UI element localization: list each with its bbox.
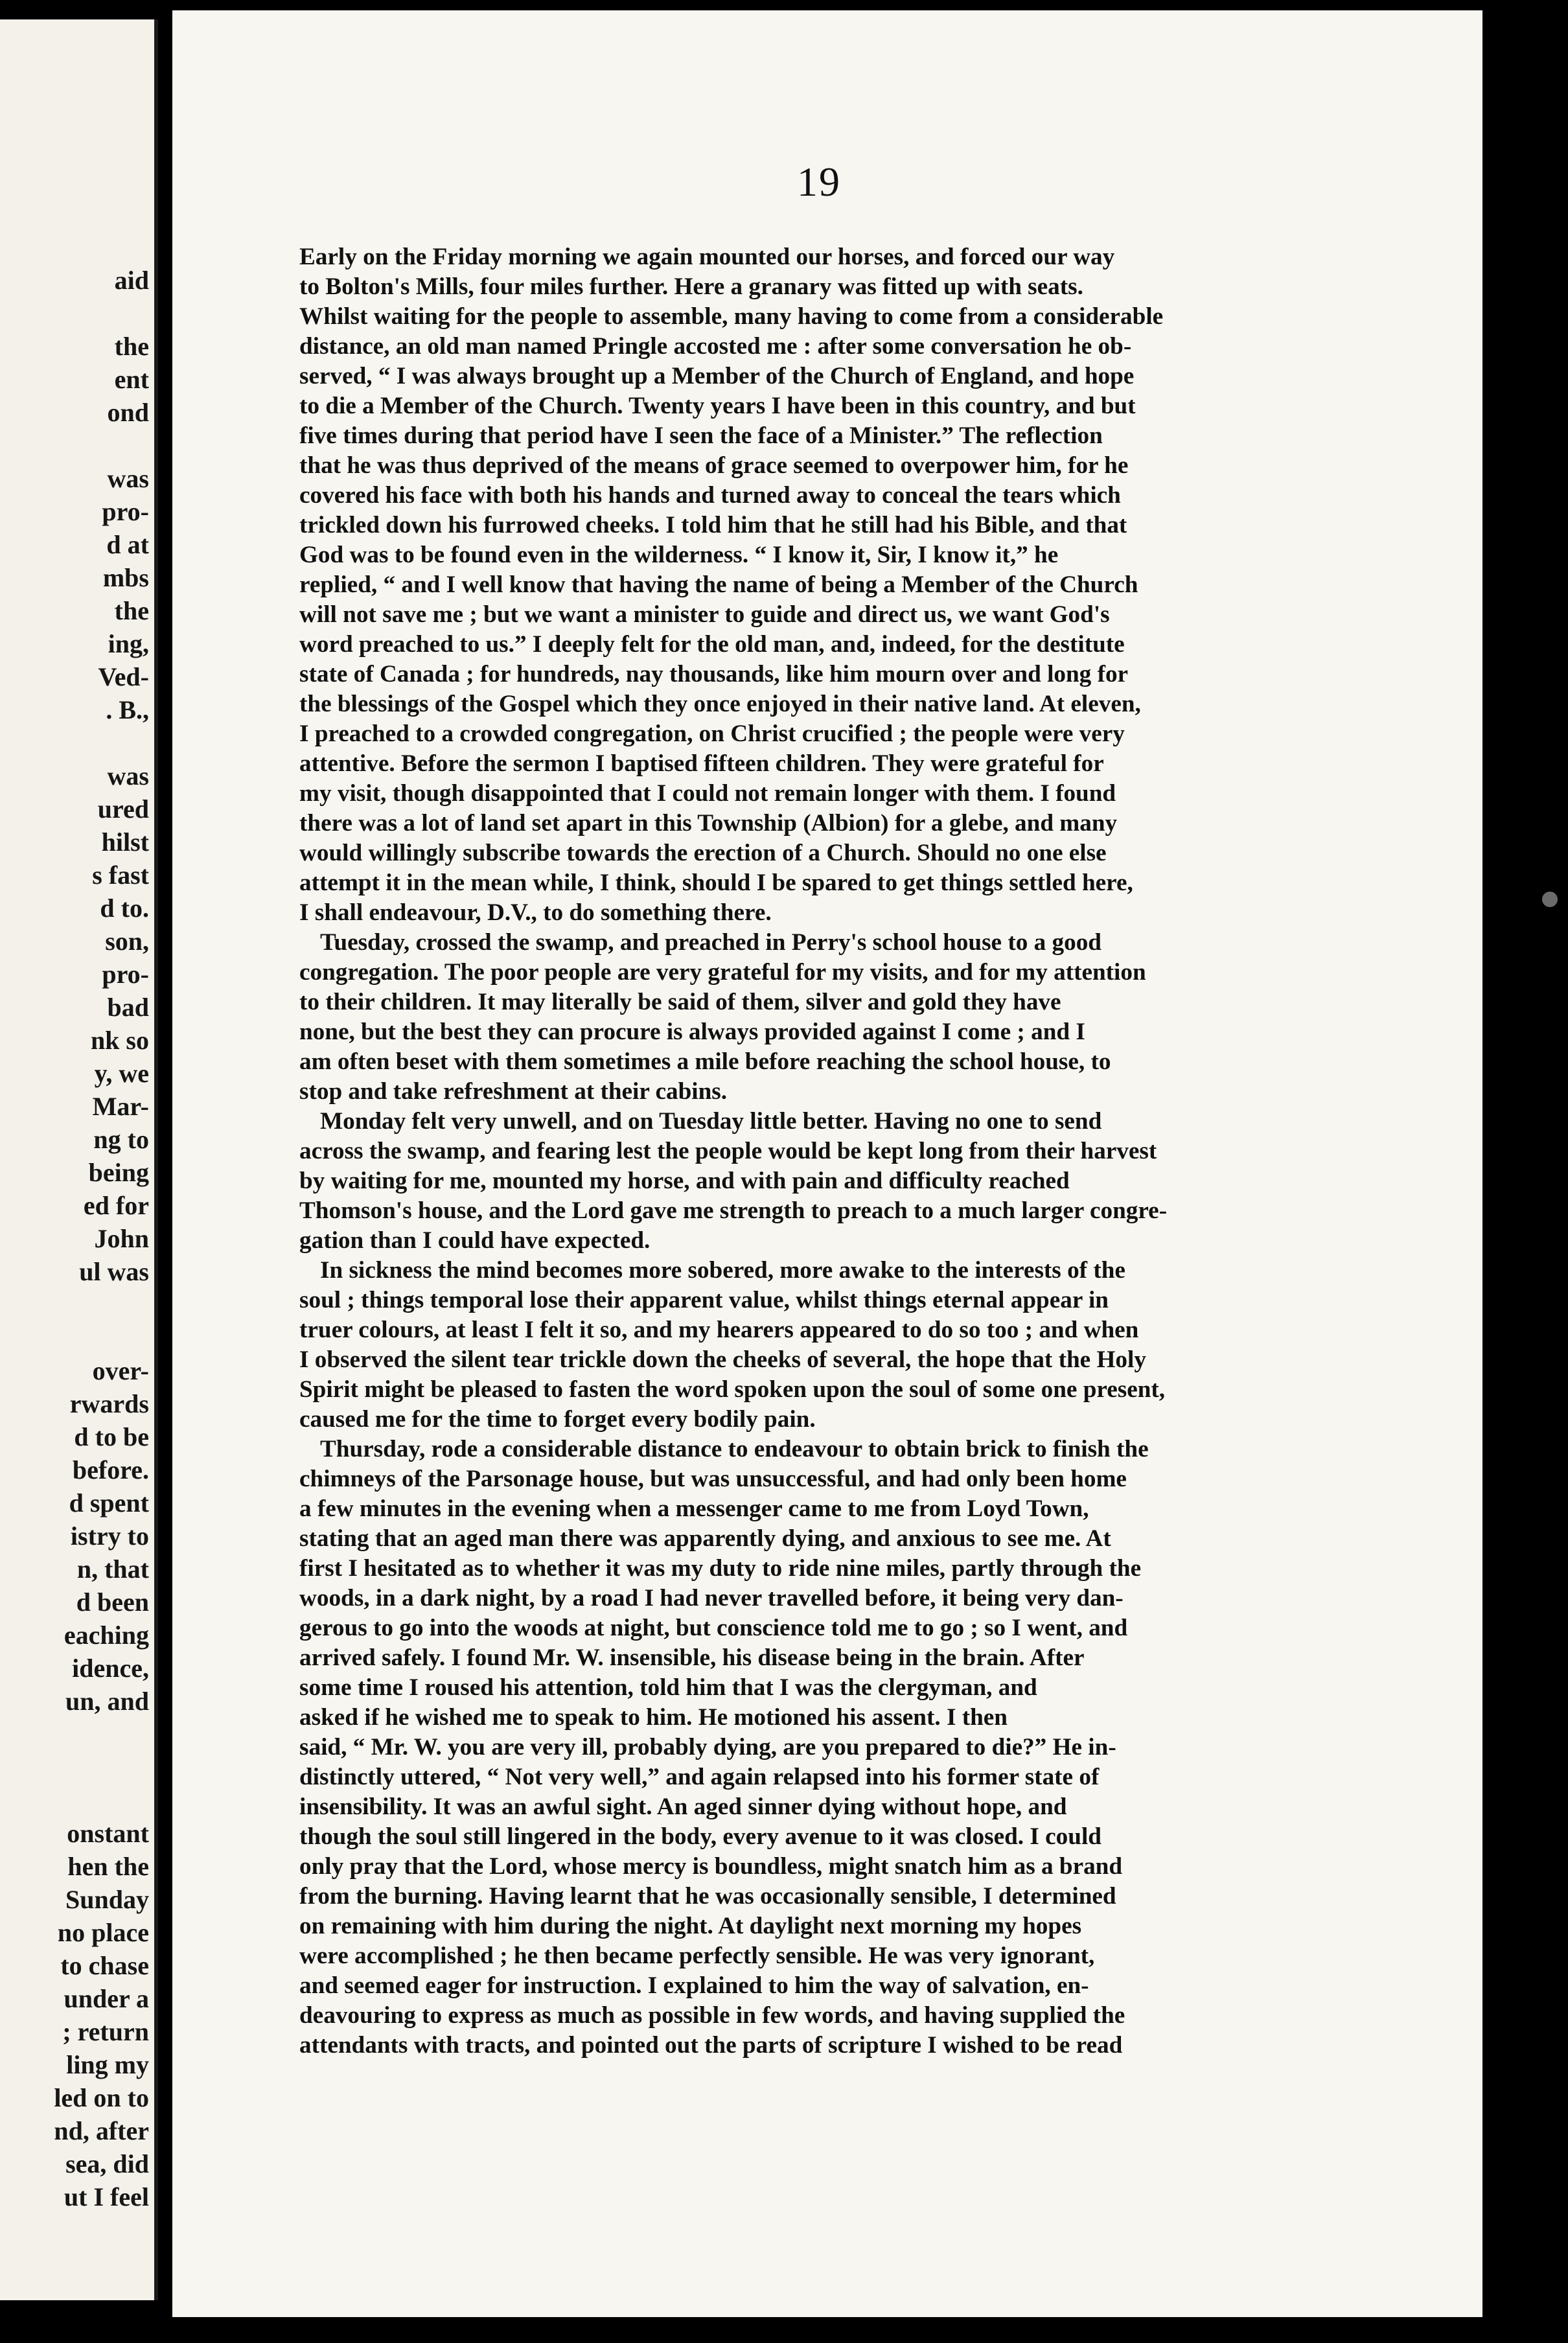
left-page-line: ling my — [66, 2050, 149, 2079]
text-line: I observed the silent tear trickle down the cheeks of several, the hope that the Holy — [299, 1346, 1146, 1373]
left-page-line: sea, did — [65, 2149, 149, 2178]
text-line: asked if he wished me to speak to him. He motioned his assent. I then — [299, 1704, 1008, 1731]
left-page-line: ul was — [79, 1257, 149, 1286]
text-line: arrived safely. I found Mr. W. insensible, his disease being in the brain. After — [299, 1645, 1085, 1671]
left-page-line: nd, after — [54, 2116, 149, 2145]
text-line: Tuesday, crossed the swamp, and preached in Perry's school house to a good — [320, 929, 1101, 956]
left-page-line: the — [114, 596, 149, 625]
text-line: a few minutes in the evening when a messenger came to me from Loyd Town, — [299, 1495, 1089, 1522]
text-line: attentive. Before the sermon I baptised fifteen children. They were grateful for — [299, 750, 1104, 777]
text-line: distinctly uttered, “ Not very well,” and again relapsed into his former state of — [299, 1764, 1100, 1790]
text-line: God was to be found even in the wilderness. “ I know it, Sir, I know it,” he — [299, 542, 1059, 568]
left-page-line: ond — [107, 398, 149, 427]
left-page-line: . B., — [106, 695, 149, 724]
left-page-line: being — [88, 1158, 149, 1187]
text-line: In sickness the mind becomes more sobered, more awake to the interests of the — [320, 1257, 1125, 1284]
text-line: gerous to go into the woods at night, but conscience told me to go ; so I went, and — [299, 1615, 1128, 1641]
text-line: gation than I could have expected. — [299, 1227, 651, 1254]
text-line: would willingly subscribe towards the erection of a Church. Should no one else — [299, 840, 1107, 866]
left-page-line: to chase — [60, 1951, 149, 1980]
left-page-line: led on to — [54, 2083, 149, 2112]
left-page-line: idence, — [72, 1654, 149, 1683]
text-line: I preached to a crowded congregation, on Christ crucified ; the people were very — [299, 721, 1125, 747]
left-page-line: aid — [114, 266, 149, 295]
left-page-line: under a — [63, 1984, 149, 2013]
text-line: said, “ Mr. W. you are very ill, probably dying, are you prepared to die?” He in- — [299, 1734, 1116, 1760]
left-page-line: mbs — [102, 563, 149, 592]
left-page-line: no place — [57, 1918, 149, 1947]
left-page-line: before. — [72, 1455, 149, 1484]
left-page-line: John — [94, 1224, 149, 1253]
left-page-line: pro- — [102, 960, 149, 989]
left-page-line: hilst — [101, 827, 149, 857]
left-page-line: ing, — [108, 629, 149, 658]
text-line: insensibility. It was an awful sight. An aged sinner dying without hope, and — [299, 1794, 1067, 1820]
previous-page-fragment — [0, 19, 158, 2300]
left-page-line: eaching — [63, 1621, 149, 1650]
scan-border — [1482, 0, 1568, 2343]
text-line: attempt it in the mean while, I think, should I be spared to get things settled here, — [299, 870, 1133, 896]
left-page-line: Mar- — [92, 1092, 149, 1121]
text-line: truer colours, at least I felt it so, and my hearers appeared to do so too ; and when — [299, 1317, 1139, 1343]
text-line: congregation. The poor people are very grateful for my visits, and for my attention — [299, 959, 1146, 986]
text-line: Thomson's house, and the Lord gave me strength to preach to a much larger congre- — [299, 1197, 1168, 1224]
text-line: though the soul still lingered in the body, every avenue to it was closed. I could — [299, 1823, 1101, 1850]
left-page-line: rwards — [69, 1389, 149, 1418]
text-line: from the burning. Having learnt that he was occasionally sensible, I determined — [299, 1883, 1116, 1910]
text-line: trickled down his furrowed cheeks. I told him that he still had his Bible, and that — [299, 512, 1127, 538]
text-line: only pray that the Lord, whose mercy is boundless, might snatch him as a brand — [299, 1853, 1123, 1880]
page-body-text — [299, 242, 1482, 2060]
text-line: word preached to us.” I deeply felt for the old man, and, indeed, for the destitute — [299, 631, 1125, 658]
left-page-line: ; return — [62, 2017, 149, 2046]
left-page-line: over- — [92, 1356, 149, 1385]
text-line: some time I roused his attention, told him that I was the clergyman, and — [299, 1674, 1037, 1701]
text-line: none, but the best they can procure is always provided against I come ; and I — [299, 1019, 1085, 1045]
text-line: Whilst waiting for the people to assemble, many having to come from a considerable — [299, 303, 1164, 330]
text-line: my visit, though disappointed that I could not remain longer with them. I found — [299, 780, 1116, 807]
text-line: stop and take refreshment at their cabins. — [299, 1078, 728, 1105]
left-page-line: bad — [107, 993, 149, 1022]
text-line: to their children. It may literally be said of them, silver and gold they have — [299, 989, 1061, 1015]
left-page-line: the — [114, 332, 149, 361]
text-line: soul ; things temporal lose their apparent value, whilst things eternal appear in — [299, 1287, 1109, 1313]
left-page-line: ng to — [93, 1125, 149, 1154]
left-page-line: istry to — [70, 1521, 149, 1551]
left-page-line: Ved- — [98, 662, 149, 691]
left-page-line: onstant — [67, 1819, 149, 1848]
text-line: the blessings of the Gospel which they once enjoyed in their native land. At eleven, — [299, 691, 1141, 717]
text-line: distance, an old man named Pringle accosted me : after some conversation he ob- — [299, 333, 1132, 360]
text-line: I shall endeavour, D.V., to do something there. — [299, 899, 772, 926]
text-line: across the swamp, and fearing lest the people would be kept long from their harvest — [299, 1138, 1157, 1164]
text-line: am often beset with them sometimes a mile before reaching the school house, to — [299, 1048, 1111, 1075]
left-page-line: hen the — [67, 1852, 149, 1881]
text-line: covered his face with both his hands and turned away to conceal the tears which — [299, 482, 1121, 509]
left-page-line: Sunday — [65, 1885, 149, 1914]
scan-speck — [1542, 892, 1558, 907]
text-line: there was a lot of land set apart in this Township (Albion) for a glebe, and many — [299, 810, 1118, 837]
text-line: woods, in a dark night, by a road I had never travelled before, it being very dan- — [299, 1585, 1124, 1611]
text-line: deavouring to express as much as possible in few words, and having supplied the — [299, 2002, 1125, 2029]
text-line: to die a Member of the Church. Twenty years I have been in this country, and but — [299, 393, 1136, 419]
left-page-line: nk so — [90, 1026, 149, 1055]
left-page-line: ut I feel — [63, 2182, 149, 2211]
text-line: Monday felt very unwell, and on Tuesday little better. Having no one to send — [320, 1108, 1102, 1135]
left-page-line: un, and — [65, 1687, 149, 1716]
left-page-line: son, — [105, 927, 149, 956]
page-number: 19 — [797, 159, 841, 205]
left-page-line: was — [107, 761, 149, 791]
text-line: served, “ I was always brought up a Member of the Church of England, and hope — [299, 363, 1135, 389]
text-line: to Bolton's Mills, four miles further. Here a granary was fitted up with seats. — [299, 273, 1083, 300]
text-line: first I hesitated as to whether it was my duty to ride nine miles, partly through the — [299, 1555, 1142, 1582]
left-page-line: was — [107, 464, 149, 493]
left-page-line: ed for — [83, 1191, 149, 1220]
text-line: will not save me ; but we want a minister to guide and direct us, we want God's — [299, 601, 1110, 628]
left-page-line: ured — [97, 794, 149, 824]
left-page-line: pro- — [102, 497, 149, 526]
left-page-line: d been — [76, 1587, 149, 1617]
left-page-line: y, we — [94, 1059, 149, 1088]
text-line: on remaining with him during the night. At daylight next morning my hopes — [299, 1913, 1082, 1939]
text-line: state of Canada ; for hundreds, nay thousands, like him mourn over and long for — [299, 661, 1129, 687]
text-line: caused me for the time to forget every bodily pain. — [299, 1406, 816, 1433]
left-page-line: d at — [106, 530, 149, 559]
text-line: replied, “ and I well know that having the name of being a Member of the Church — [299, 571, 1138, 598]
text-line: and seemed eager for instruction. I explained to him the way of salvation, en- — [299, 1972, 1089, 1999]
text-line: were accomplished ; he then became perfectly sensible. He was very ignorant, — [299, 1943, 1095, 1969]
text-line: Spirit might be pleased to fasten the word spoken upon the soul of some one present, — [299, 1376, 1166, 1403]
text-line: attendants with tracts, and pointed out the parts of scripture I wished to be read — [299, 2032, 1123, 2059]
left-page-line: d spent — [69, 1488, 149, 1518]
text-line: Thursday, rode a considerable distance to endeavour to obtain brick to finish the — [320, 1436, 1149, 1462]
text-line: stating that an aged man there was apparently dying, and anxious to see me. At — [299, 1525, 1111, 1552]
left-page-line: ent — [114, 365, 149, 394]
text-line: five times during that period have I seen the face of a Minister.” The reflection — [299, 422, 1103, 449]
text-line: chimneys of the Parsonage house, but was unsuccessful, and had only been home — [299, 1466, 1127, 1492]
left-page-line: d to. — [100, 894, 149, 923]
left-page-line: s fast — [92, 860, 149, 890]
text-line: that he was thus deprived of the means of grace seemed to overpower him, for he — [299, 452, 1129, 479]
left-page-line: d to be — [74, 1422, 149, 1451]
text-line: Early on the Friday morning we again mounted our horses, and forced our way — [299, 244, 1115, 270]
text-line: by waiting for me, mounted my horse, and with pain and difficulty reached — [299, 1168, 1070, 1194]
left-page-line: n, that — [76, 1554, 149, 1584]
page-19 — [172, 10, 1482, 2317]
